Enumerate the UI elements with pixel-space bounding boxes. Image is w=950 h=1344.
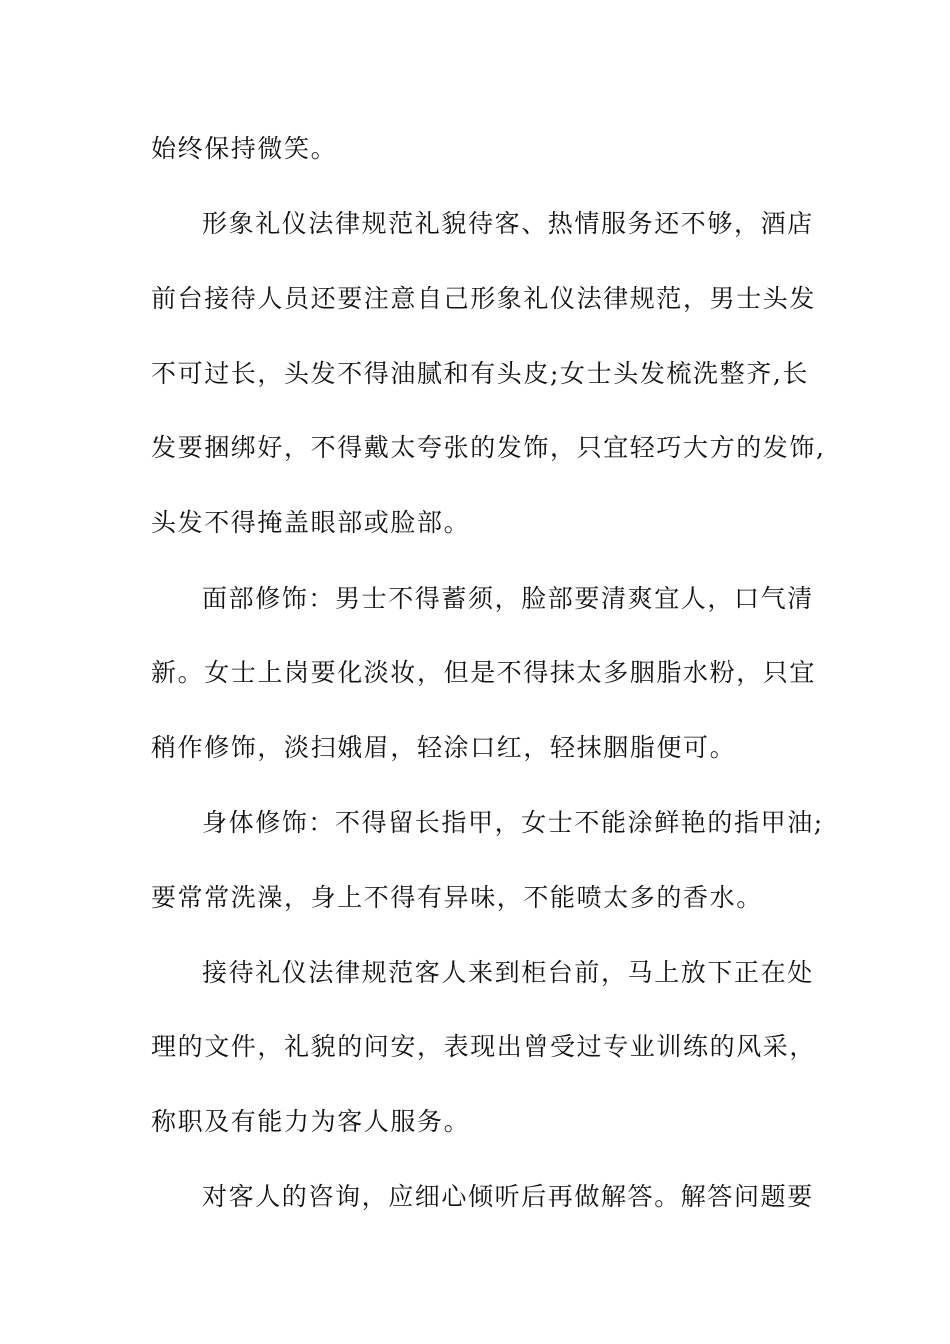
text-line: 新。女士上岗要化淡妆，但是不得抹太多胭脂水粉，只宜 (151, 658, 817, 687)
text-line: 要常常洗澡，身上不得有异味，不能喷太多的香水。 (151, 883, 763, 912)
text-line: 头发不得掩盖眼部或脸部。 (151, 508, 471, 537)
paragraph-first-line: 身体修饰：不得留长指甲，女士不能涂鲜艳的指甲油; (202, 808, 824, 837)
text-line: 发要捆绑好，不得戴太夸张的发饰，只宜轻巧大方的发饰, (151, 433, 826, 462)
text-line: 始终保持微笑。 (151, 134, 338, 163)
paragraph-first-line: 面部修饰：男士不得蓄须，脸部要清爽宜人，口气清 (202, 584, 814, 613)
paragraph-first-line: 形象礼仪法律规范礼貌待客、热情服务还不够，酒店 (202, 209, 814, 238)
text-line: 不可过长，头发不得油腻和有头皮;女士头发梳洗整齐,长 (151, 359, 809, 388)
paragraph-first-line: 接待礼仪法律规范客人来到柜台前，马上放下正在处 (202, 958, 814, 987)
paragraph-first-line: 对客人的咨询，应细心倾听后再做解答。解答问题要 (202, 1182, 814, 1211)
text-line: 理的文件，礼貌的问安，表现出曾受过专业训练的风采， (151, 1032, 817, 1061)
text-line: 前台接待人员还要注意自己形象礼仪法律规范，男士头发 (151, 284, 817, 313)
text-line: 稍作修饰，淡扫娥眉，轻涂口红，轻抹胭脂便可。 (151, 733, 737, 762)
text-line: 称职及有能力为客人服务。 (151, 1107, 471, 1136)
